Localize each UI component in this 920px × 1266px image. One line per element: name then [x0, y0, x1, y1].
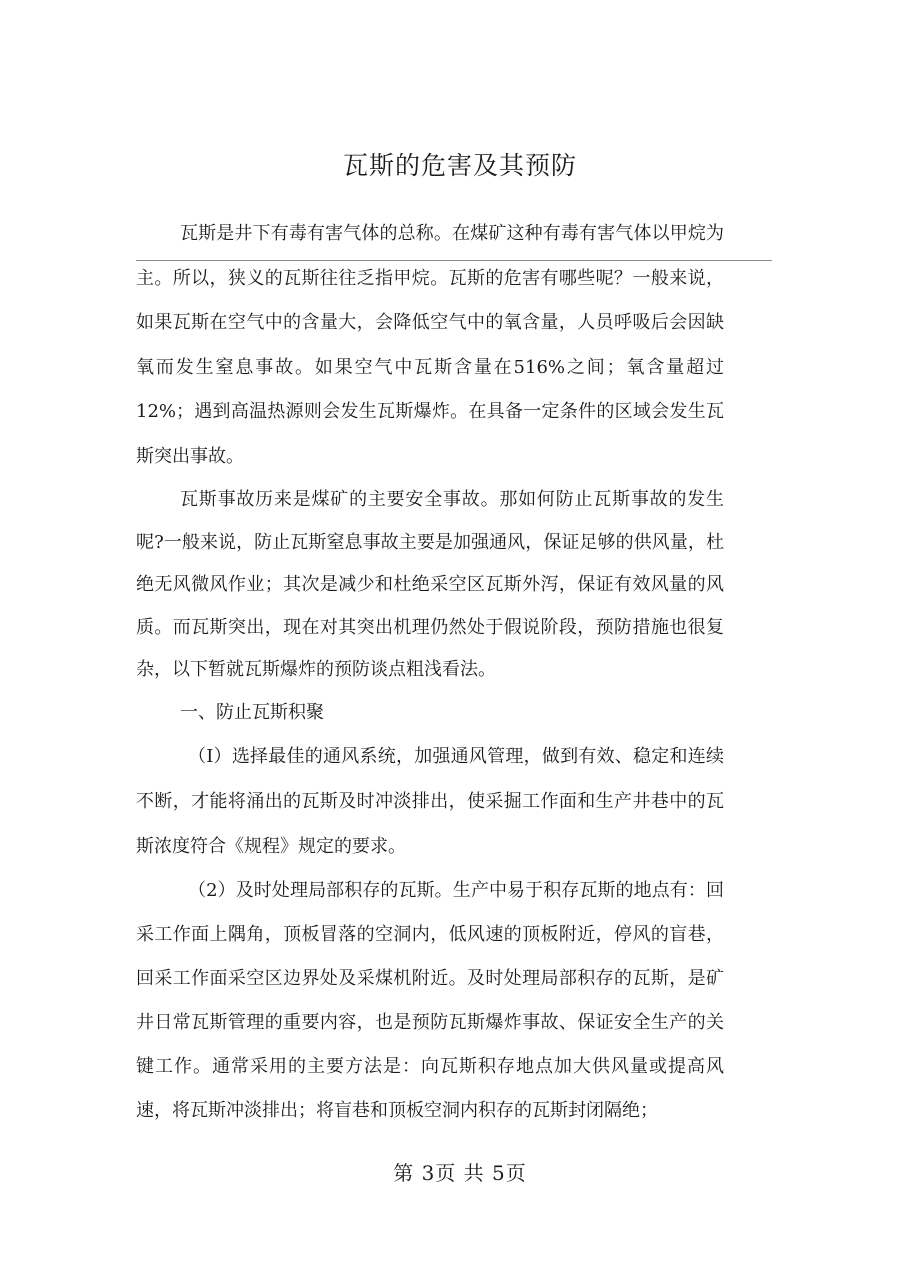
document-body	[136, 212, 724, 1133]
page-title: 瓦斯的危害及其预防	[342, 151, 577, 180]
paragraph-accidents: 瓦斯事故历来是煤矿的主要安全事故。那如何防止瓦斯事故的发生呢?一般来说，防止瓦斯窒息事故主要是加强通风，保证足够的供风量，杜绝无风微风作业；其次是减少和杜绝采空区瓦斯外泻，保证有效风量的风质。而瓦斯突出，现在对其突出机理仍然处于假说阶段，预防措施也很复杂，以下暂就瓦斯爆炸的预防谈点粗浅看法。	[136, 489, 724, 680]
page-footer: 第 3页 共 5页	[393, 1161, 527, 1185]
paragraph-intro: 瓦斯是井下有毒有害气体的总称。在煤矿这种有毒有害气体以甲烷为主。所以，狭义的瓦斯往往乏指甲烷。瓦斯的危害有哪些呢？一般来说，如果瓦斯在空气中的含量大，会降低空气中的氧含量，人员呼吸后会因缺氧而发生窒息事故。如果空气中瓦斯含量在516%之间；氧含量超过12%；遇到高温热源则会发生瓦斯爆炸。在具备一定条件的区域会发生瓦斯突出事故。	[136, 223, 724, 467]
paragraph-item-1: （I）选择最佳的通风系统，加强通风管理，做到有效、稳定和连续不断，才能将涌出的瓦斯及时冲淡排出，使采掘工作面和生产井巷中的瓦斯浓度符合《规程》规定的要求。	[136, 745, 724, 857]
section-heading: 一、防止瓦斯积聚	[180, 701, 324, 723]
paragraph-item-2: （2）及时处理局部积存的瓦斯。生产中易于积存瓦斯的地点有：回采工作面上隅角，顶板冒落的空洞内，低风速的顶板附近，停风的盲巷，回采工作面采空区边界处及采煤机附近。及时处理局部积存的瓦斯，是矿井日常瓦斯管理的重要内容，也是预防瓦斯爆炸事故、保证安全生产的关键工作。通常采用的主要方法是：向瓦斯积存地点加大供风量或提高风速，将瓦斯冲淡排出；将盲巷和顶板空洞内积存的瓦斯封闭隔绝；	[136, 879, 724, 1121]
